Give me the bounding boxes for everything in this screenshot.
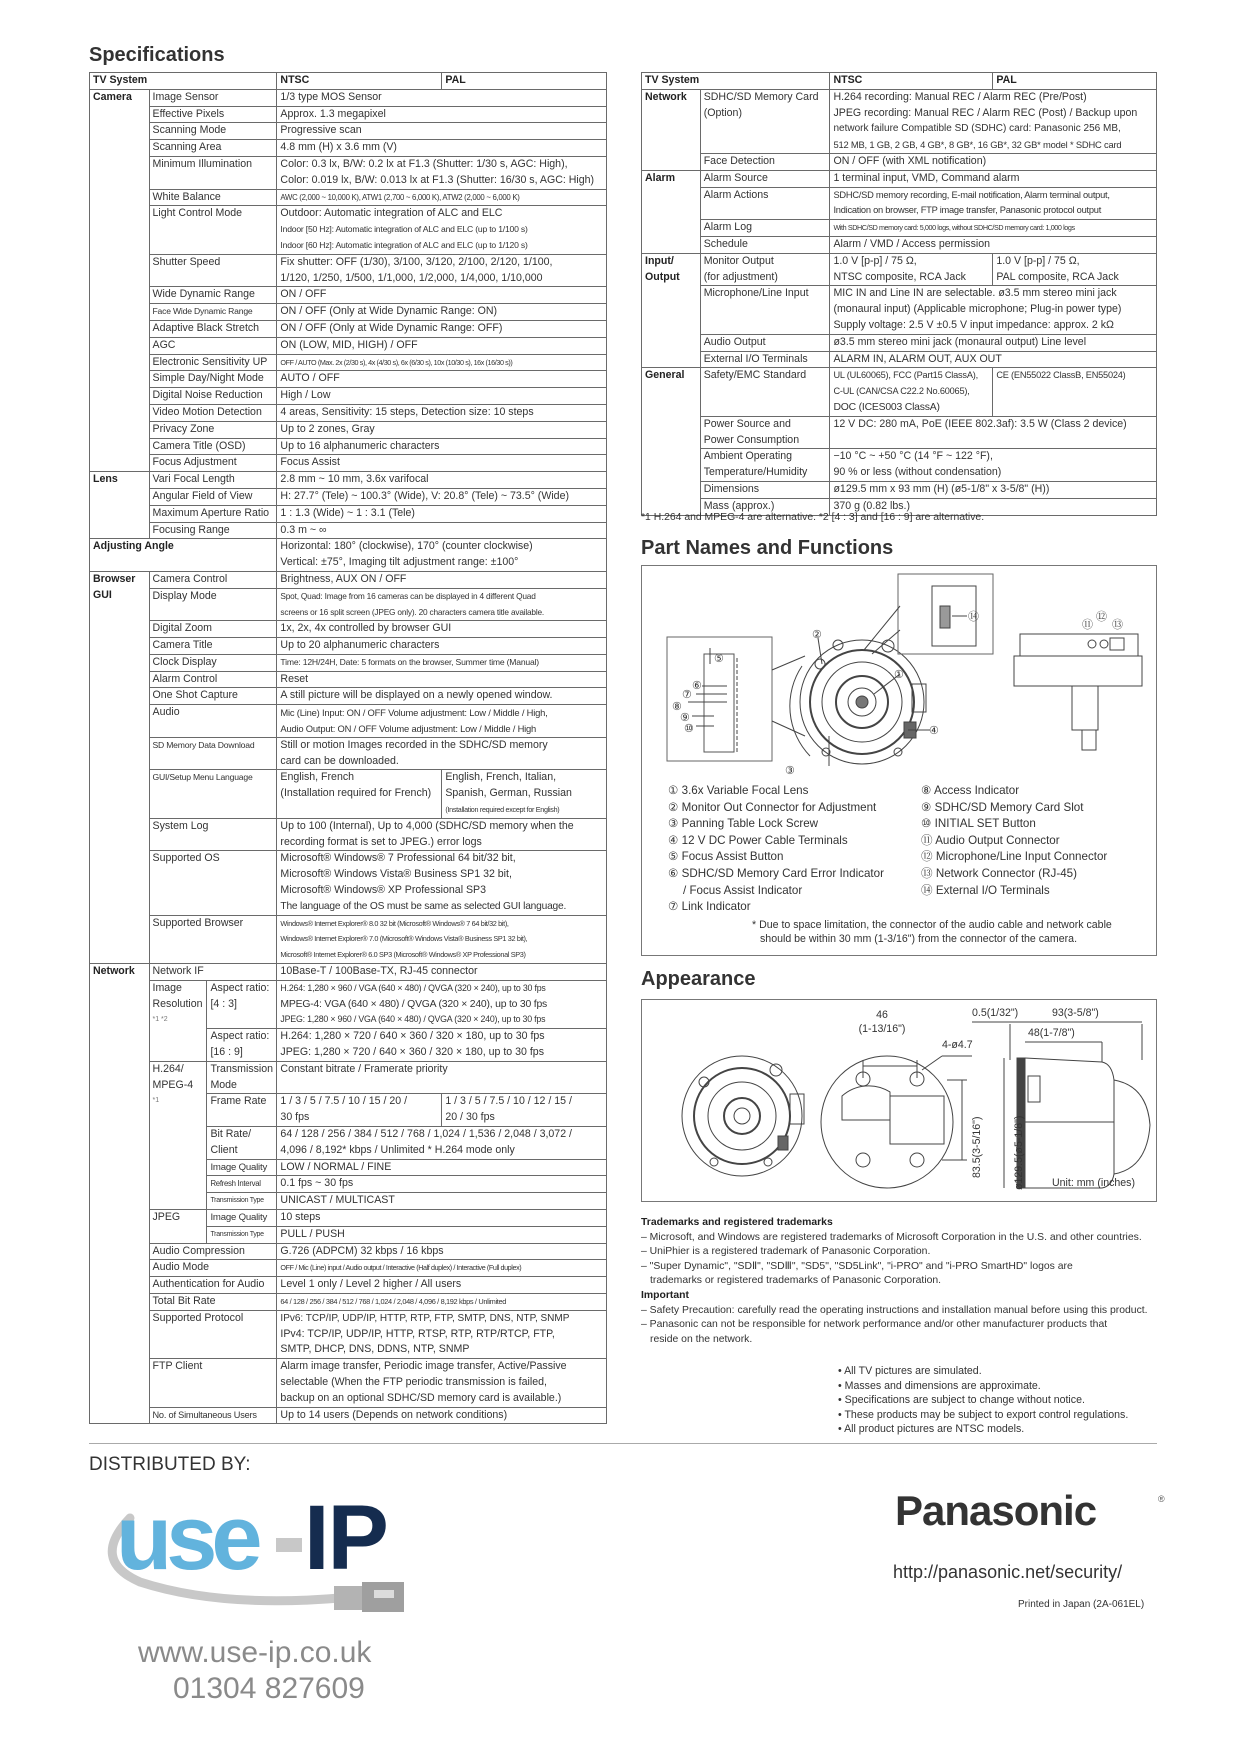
table-row: Audio Mic (Line) Input: ON / OFF Volume adjustment: Low / Middle / High, Audio Output: ON / OFF Volume adjustment: Low / Middle / High [90,705,607,738]
list-item: • These products may be subject to export control regulations. [838,1408,1129,1421]
logo-use-text: use [116,1487,257,1589]
list-item: ⑨ SDHC/SD Memory Card Slot [921,800,1084,814]
svg-text:Unit: mm (inches): Unit: mm (inches) [1052,1177,1135,1189]
svg-text:83.5(3-5/16"): 83.5(3-5/16") [971,1116,983,1178]
use-ip-logo [100,1487,420,1640]
table-row: Authentication for Audio Level 1 only / Level 2 higher / All users [90,1277,607,1294]
table-row: Image Quality LOW / NORMAL / FINE [90,1159,607,1176]
svg-text:48(1-7/8"): 48(1-7/8") [1028,1027,1075,1039]
part-names-box [641,565,1157,956]
table-row: Ambient Operating Temperature/Humidity −10 °C ~ +50 °C (14 °F ~ 122 °F), 90 % or less (without condensation) [642,449,1157,482]
table-row: Digital Noise Reduction High / Low [90,388,607,405]
list-item: ③ Panning Table Lock Screw [668,817,819,831]
list-item: ② Monitor Out Connector for Adjustment [668,800,877,814]
table-row: Schedule Alarm / VMD / Access permission [642,236,1157,253]
part-names-title: Part Names and Functions [641,537,894,559]
parts-list-right [921,783,1107,899]
parts-list-left [668,783,884,916]
trademarks-section: Trademarks and registered trademarks – Microsoft, and Windows are registered trademarks of Microsoft Corporation in the U.S. and other countries. – UniPhier is a registered trademark of Panasonic Corporation. – "Super Dynamic", "SDⅡ", "SDⅢ", "SD5", "SD5Link", "i-PRO" and "i-PRO SmartHD" logos are trademarks or registered trademarks of Panasonic Corporation. Important – Safety Precaution: carefully read the operating instructions and installation manual before using this product. – Panasonic can not be responsible for network performance and/or other manufacturer products that reside on the network. [641,1217,1148,1345]
important-title: Important [641,1289,689,1301]
specifications-title: Specifications [89,44,225,66]
table-row: Scanning Mode Progressive scan [90,123,607,140]
table-row: Simple Day/Night Mode AUTO / OFF [90,371,607,388]
list-item: ⑬ Network Connector (RJ-45) [921,866,1077,880]
table-row: Dimensions ø129.5 mm x 93 mm (H) (ø5-1/8" x 3-5/8" (H)) [642,481,1157,498]
table-row: Alarm Actions SDHC/SD memory recording, E-mail notification, Alarm terminal output, Indication on browser, FTP image transfer, Panasonic protocol output [642,187,1157,220]
table-row: Minimum Illumination Color: 0.3 lx, B/W: 0.2 lx at F1.3 (Shutter: 1/30 s, AGC: High), Color: 0.019 lx, B/W: 0.013 lx at F1.3 (Shutter: 16/30 s, AGC: High) [90,156,607,189]
table-header: TV System NTSC PAL [90,73,607,90]
table-row: No. of Simultaneous Users Up to 14 users (Depends on network conditions) [90,1407,607,1424]
table-row: Electronic Sensitivity UP OFF / AUTO (Max. 2x (2/30 s), 4x (4/30 s), 6x (6/30 s), 10x (10/30 s), 16x (16/30 s)) [90,354,607,371]
table-row: Network Network IF 10Base-T / 100Base-TX, RJ-45 connector [90,964,607,981]
table-row: Image Resolution *1 *2 Aspect ratio: [4 : 3] H.264: 1,280 × 960 / VGA (640 × 480) / QVGA (320 × 240), up to 30 fps MPEG-4: VGA (640 × 480) / QVGA (320 × 240), up to 30 fps JPEG: 1,280 × 960 / VGA (640 × 480) / QVGA (320 × 240), up to 30 fps [90,980,607,1028]
spec-table-right [641,72,1157,516]
panasonic-url[interactable]: http://panasonic.net/security/ [893,1562,1123,1582]
table-row: Transmission Type UNICAST / MULTICAST [90,1193,607,1210]
list-item: ⑧ Access Indicator [921,784,1020,797]
list-item: ① 3.6x Variable Focal Lens [668,784,809,797]
table-row: Total Bit Rate 64 / 128 / 256 / 384 / 512 / 768 / 1,024 / 2,048 / 4,096 / 8,192 kbps / Unlimited [90,1293,607,1310]
table-row: Face Wide Dynamic Range ON / OFF (Only at Wide Dynamic Range: ON) [90,304,607,321]
svg-text:⑭: ⑭ [968,611,979,623]
printed-note: Printed in Japan (2A-061EL) [1018,1599,1145,1610]
table-row: White Balance AWC (2,000 ~ 10,000 K), ATW1 (2,700 ~ 6,000 K), ATW2 (2,000 ~ 6,000 K) [90,189,607,206]
table-row: SD Memory Data Download Still or motion Images recorded in the SDHC/SD memory card can be downloaded. [90,737,607,770]
table-row: Maximum Aperture Ratio 1 : 1.3 (Wide) ~ 1 : 3.1 (Tele) [90,505,607,522]
registered-mark: ® [1158,1494,1165,1504]
table-row: AGC ON (LOW, MID, HIGH) / OFF [90,337,607,354]
table-row: System Log Up to 100 (Internal), Up to 4,000 (SDHC/SD memory when the recording format is set to JPEG.) error logs [90,818,607,851]
table-row: Mass (approx.) 370 g (0.82 lbs.) [642,498,1157,515]
svg-text:④: ④ [929,725,939,737]
distributor-website[interactable]: www.use-ip.co.uk [138,1636,372,1669]
table-row: External I/O Terminals ALARM IN, ALARM OUT, AUX OUT [642,351,1157,368]
svg-text:93(3-5/8"): 93(3-5/8") [1052,1007,1099,1019]
table-row: Transmission Type PULL / PUSH [90,1226,607,1243]
table-row: Adaptive Black Stretch ON / OFF (Only at Wide Dynamic Range: OFF) [90,320,607,337]
list-item: / Focus Assist Indicator [683,883,803,897]
table-row: Adjusting Angle Horizontal: 180° (clockwise), 170° (counter clockwise) Vertical: ±75°, Imaging tilt adjustment range: ±100° [90,539,607,572]
list-item: • All TV pictures are simulated. [838,1365,982,1377]
appearance-box [641,999,1157,1202]
logo-ip-text: IP [304,1487,387,1589]
table-row: Light Control Mode Outdoor: Automatic integration of ALC and ELC Indoor [50 Hz]: Automatic integration of ALC and ELC (up to 1/100 s) Indoor [60 Hz]: Automatic integration of ALC and ELC (up to 1/120 s) [90,206,607,254]
table-row: Bit Rate/ Client 64 / 128 / 256 / 384 / 512 / 768 / 1,024 / 1,536 / 2,048 / 3,072 / 4,096 / 8,192* kbps / Unlimited * H.264 mode only [90,1127,607,1160]
panasonic-logo: Panasonic [895,1487,1097,1534]
table-row: Display Mode Spot, Quad: Image from 16 cameras can be displayed in 4 different Quad screens or 16 split screen (JPEG only). 20 characters camera title available. [90,588,607,621]
svg-text:0.5(1/32"): 0.5(1/32") [972,1007,1019,1019]
svg-text:(1-13/16"): (1-13/16") [858,1023,906,1035]
disclaimer-bullets [838,1364,1128,1437]
table-row: Camera Title (OSD) Up to 16 alphanumeric characters [90,438,607,455]
list-item: ⑫ Microphone/Line Input Connector [921,850,1108,864]
table-row: Input/ Output Monitor Output (for adjustment) 1.0 V [p-p] / 75 Ω, NTSC composite, RCA Jack 1.0 V [p-p] / 75 Ω, PAL composite, RCA Jack [642,253,1157,286]
list-item: • Specifications are subject to change without notice. [838,1394,1085,1407]
list-item: ④ 12 V DC Power Cable Terminals [668,833,848,847]
table-row: Frame Rate 1 / 3 / 5 / 7.5 / 10 / 15 / 20 / 30 fps 1 / 3 / 5 / 7.5 / 10 / 12 / 15 / 20 / 30 fps [90,1094,607,1127]
table-row: Face Detection ON / OFF (with XML notification) [642,153,1157,170]
table-row: Clock Display Time: 12H/24H, Date: 5 formats on the browser, Summer time (Manual) [90,654,607,671]
logo-dash [276,1538,302,1552]
distributed-by-label: DISTRIBUTED BY: [89,1454,251,1475]
table-row: Wide Dynamic Range ON / OFF [90,287,607,304]
table-row: One Shot Capture A still picture will be displayed on a newly opened window. [90,688,607,705]
table-row: Alarm Alarm Source 1 terminal input, VMD, Command alarm [642,170,1157,187]
svg-text:⑤: ⑤ [714,653,724,665]
svg-text:ø129.5(ø5-1/8"): ø129.5(ø5-1/8") [1013,1115,1025,1190]
table-row: Scanning Area 4.8 mm (H) x 3.6 mm (V) [90,140,607,157]
distributor-phone: 01304 827609 [173,1672,365,1705]
table-row: Angular Field of View H: 27.7° (Tele) ~ 100.3° (Wide), V: 20.8° (Tele) ~ 73.5° (Wide) [90,488,607,505]
divider [89,1443,1157,1444]
part-note: * Due to space limitation, the connector of the audio cable and network cable should be within 30 mm (1-3/16") from the connector of the camera. [752,919,1112,945]
list-item: ⑩ INITIAL SET Button [921,817,1036,831]
table-row: Audio Compression G.726 (ADPCM) 32 kbps / 16 kbps [90,1243,607,1260]
svg-text:②: ② [812,629,822,641]
table-row: Audio Output ø3.5 mm stereo mini jack (monaural output) Line level [642,334,1157,351]
table-row: Supported Browser Windows® Internet Explorer® 8.0 32 bit (Microsoft® Windows® 7 64 bit/32 bit), Windows® Internet Explorer® 7.0 (Microsoft® Windows Vista® Business SP1 32 bit), Microsoft® Internet Explorer® 6.0 SP3 (Microsoft® Windows® XP Professional SP3) [90,915,607,963]
table-row: Effective Pixels Approx. 1.3 megapixel [90,106,607,123]
svg-text:③: ③ [785,765,795,776]
svg-text:⑥: ⑥ [692,680,702,692]
table-row: Camera Image Sensor 1/3 type MOS Sensor [90,89,607,106]
table-row: Alarm Log With SDHC/SD memory card: 5,000 logs, without SDHC/SD memory card: 1,000 logs [642,220,1157,237]
table-row: Digital Zoom 1x, 2x, 4x controlled by browser GUI [90,621,607,638]
svg-text:4-ø4.7: 4-ø4.7 [942,1039,973,1051]
appearance-title: Appearance [641,968,756,990]
table-row: Supported OS Microsoft® Windows® 7 Professional 64 bit/32 bit, Microsoft® Windows Vista® Business SP1 32 bit, Microsoft® Windows® XP Professional SP3 The language of the OS must be same as selected GUI language. [90,851,607,915]
table-row: Browser GUI Camera Control Brightness, AUX ON / OFF [90,571,607,588]
table-row: Microphone/Line Input MIC IN and Line IN are selectable. ø3.5 mm stereo mini jack (monaural input) (Applicable microphone; Plug-in power type) Supply voltage: 2.5 V ±0.5 V input impedance: approx. 2 kΩ [642,286,1157,334]
list-item: ⑥ SDHC/SD Memory Card Error Indicator [668,866,884,880]
list-item: ⑪ Audio Output Connector [921,833,1060,847]
table-row: Aspect ratio: [16 : 9] H.264: 1,280 × 720 / 640 × 360 / 320 × 180, up to 30 fps JPEG: 1,280 × 720 / 640 × 360 / 320 × 180, up to 30 fps [90,1029,607,1062]
table-row: Power Source and Power Consumption 12 V DC: 280 mA, PoE (IEEE 802.3af): 3.5 W (Class 2 device) [642,416,1157,449]
table-row: Network SDHC/SD Memory Card (Option) H.264 recording: Manual REC / Alarm REC (Pre/Post) JPEG recording: Manual REC / Alarm REC (Post) / Backup upon network failure Compatible SD (SDHC) card: Panasonic 256 MB, 512 MB, 1 GB, 2 GB, 4 GB*, 8 GB*, 16 GB*, 32 GB* model * SDHC card [642,89,1157,153]
list-item: ⑦ Link Indicator [668,900,751,914]
svg-text:⑬: ⑬ [1112,619,1123,631]
list-item: • Masses and dimensions are approximate. [838,1379,1041,1392]
spec-footnote: *1 H.264 and MPEG-4 are alternative. *2 [4 : 3] and [16 : 9] are alternative. [641,512,985,523]
table-row: General Safety/EMC Standard UL (UL60065), FCC (Part15 ClassA), C-UL (CAN/CSA C22.2 No.60065), DOC (ICES003 ClassA) CE (EN55022 ClassB, EN55024) [642,368,1157,416]
table-row: Refresh Interval 0.1 fps ~ 30 fps [90,1176,607,1193]
table-row: Audio Mode OFF / Mic (Line) input / Audio output / Interactive (Half duplex) / Interactive (Full duplex) [90,1260,607,1277]
list-item: • All product pictures are NTSC models. [838,1423,1025,1436]
spec-table-left [89,72,607,1424]
table-row: JPEG Image Quality 10 steps [90,1209,607,1226]
svg-text:⑫: ⑫ [1096,611,1107,623]
svg-text:⑨: ⑨ [680,712,690,724]
table-row: Focus Adjustment Focus Assist [90,455,607,472]
svg-text:⑩: ⑩ [684,723,694,735]
svg-text:⑧: ⑧ [672,701,682,713]
list-item: ⑤ Focus Assist Button [668,850,784,864]
table-row: FTP Client Alarm image transfer, Periodic image transfer, Active/Passive selectable (When the FTP periodic transmission is failed, backup on an optional SDHC/SD memory card is available.) [90,1359,607,1407]
list-item: ⑭ External I/O Terminals [921,883,1050,897]
svg-text:⑪: ⑪ [1082,619,1093,631]
table-row: Supported Protocol IPv6: TCP/IP, UDP/IP, HTTP, RTP, FTP, SMTP, DNS, NTP, SNMP IPv4: TCP/IP, UDP/IP, HTTP, RTSP, RTP, RTP/RTCP, FTP, SMTP, DHCP, DNS, DDNS, NTP, SNMP [90,1310,607,1358]
svg-text:⑦: ⑦ [682,689,692,701]
table-row: Alarm Control Reset [90,671,607,688]
table-row: Lens Vari Focal Length 2.8 mm ~ 10 mm, 3.6x varifocal [90,472,607,489]
table-row: Focusing Range 0.3 m ~ ∞ [90,522,607,539]
appearance-drawing [642,1000,1156,1201]
table-row: H.264/ MPEG-4 *1 Transmission Mode Constant bitrate / Framerate priority [90,1061,607,1094]
table-row: Camera Title Up to 20 alphanumeric characters [90,638,607,655]
table-row: Video Motion Detection 4 areas, Sensitivity: 15 steps, Detection size: 10 steps [90,404,607,421]
svg-text:①: ① [894,669,904,681]
table-header: TV System NTSC PAL [642,73,1157,90]
table-row: Shutter Speed Fix shutter: OFF (1/30), 3/100, 3/120, 2/100, 2/120, 1/100, 1/120, 1/250, 1/500, 1/1,000, 1/2,000, 1/4,000, 1/10,000 [90,254,607,287]
svg-text:46: 46 [876,1009,888,1021]
table-row: Privacy Zone Up to 2 zones, Gray [90,421,607,438]
table-row: GUI/Setup Menu Language English, French (Installation required for French) English, French, Italian, Spanish, German, Russian (Installation required except for English) [90,770,607,818]
camera-part-diagram [642,566,1156,776]
